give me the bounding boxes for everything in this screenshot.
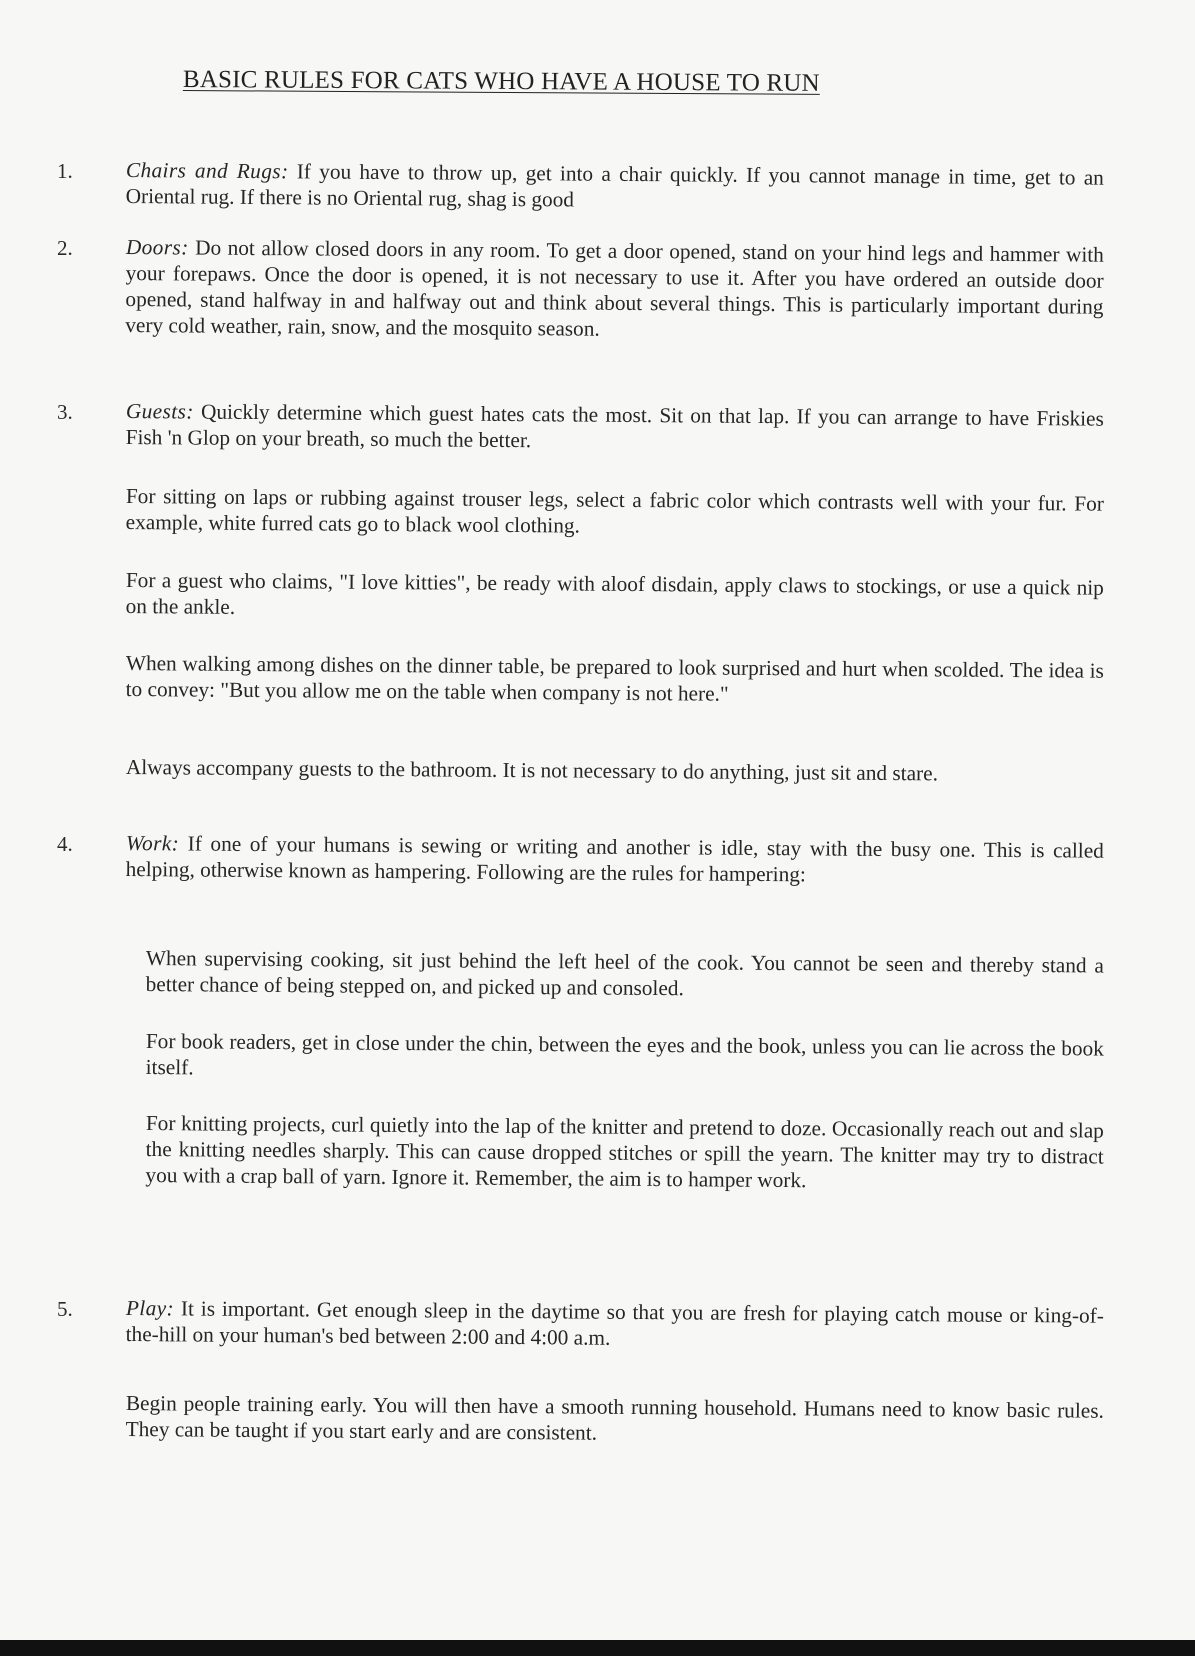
rule-number: 3. [57, 400, 73, 424]
rule-paragraph [126, 1295, 1104, 1355]
rule-subparagraph: For book readers, get in close under the chin, between the eyes and the book, unless you can lie across the book itself. [145, 1029, 1104, 1080]
rule-text: If you have to throw up, get into a chair quickly. If you cannot manage in time, get to an Oriental rug. If there is no Oriental rug, shag is good [125, 159, 1104, 212]
rule-paragraph [126, 830, 1104, 890]
rule-number: 2. [57, 236, 73, 260]
rule-lead: Doors: [125, 234, 189, 260]
rule-subparagraph: For a guest who claims, "I love kitties", be ready with aloof disdain, apply claws to stockings, or use a quick nip on the ankle. [125, 567, 1104, 619]
rule-paragraph [126, 157, 1104, 217]
rule-number: 1. [57, 159, 73, 183]
rule-lead: Play: [125, 1296, 175, 1321]
rule-subparagraph: For sitting on laps or rubbing against trouser legs, select a fabric color which contrasts well with your fur. For example, white furred cats go to black wool clothing. [125, 483, 1104, 538]
rule-subparagraph: Begin people training early. You will then have a smooth running household. Humans need to know basic rules. They can be taught if you start early and are consistent. [125, 1391, 1104, 1445]
rule-text: It is important. Get enough sleep in the daytime so that you are fresh for playing catch mouse or king-of-the-hill on your human's bed between 2:00 and 4:00 a.m. [125, 1296, 1104, 1350]
rule-lead: Chairs and Rugs: [125, 157, 289, 184]
rule-number: 5. [57, 1297, 73, 1321]
document-title: BASIC RULES FOR CATS WHO HAVE A HOUSE TO RUN [182, 66, 820, 97]
rule-paragraph [126, 398, 1104, 458]
rule-lead: Guests: [125, 398, 194, 424]
rule-lead: Work: [125, 830, 180, 856]
scan-edge-bar [0, 1640, 1195, 1656]
rule-text: If one of your humans is sewing or writing and another is idle, stay with the busy one. This is called helping, otherwise known as hampering. Following are the rules for hampering: [125, 831, 1104, 887]
rule-paragraph [125, 234, 1104, 346]
rule-subparagraph: When walking among dishes on the dinner table, be prepared to look surprised and hurt when scolded. The idea is to convey: "But you allow me on the table when company is not here." [125, 650, 1104, 706]
rule-subparagraph: Always accompany guests to the bathroom. It is not necessary to do anything, just sit and stare. [125, 754, 939, 786]
rule-text: Quickly determine which guest hates cats the most. Sit on that lap. If you can arrange to have Friskies Fish 'n Glop on your breath, so much the better. [125, 399, 1104, 453]
rule-number: 4. [57, 832, 73, 856]
rule-subparagraph: When supervising cooking, sit just behind the left heel of the cook. You cannot be seen and thereby stand a better chance of being stepped on, and picked up and consoled. [145, 945, 1104, 1001]
rule-subparagraph: For knitting projects, curl quietly into the lap of the knitter and pretend to doze. Occasionally reach out and slap the knitting needles sharply. This can cause dropped stitches or spill the yearn. The knitter may try to distract you with a crap ball of yarn. Ignore it. Remember, the aim is to hamper work. [145, 1111, 1104, 1193]
rule-text: Do not allow closed doors in any room. To get a door opened, stand on your hind legs and hammer with your forepaws. Once the door is opened, it is not necessary to use it. After you have ordered an outside door opened, stand halfway in and halfway out and think about several things. This is particularly important during very cold weather, rain, snow, and the mosquito season. [125, 235, 1104, 341]
